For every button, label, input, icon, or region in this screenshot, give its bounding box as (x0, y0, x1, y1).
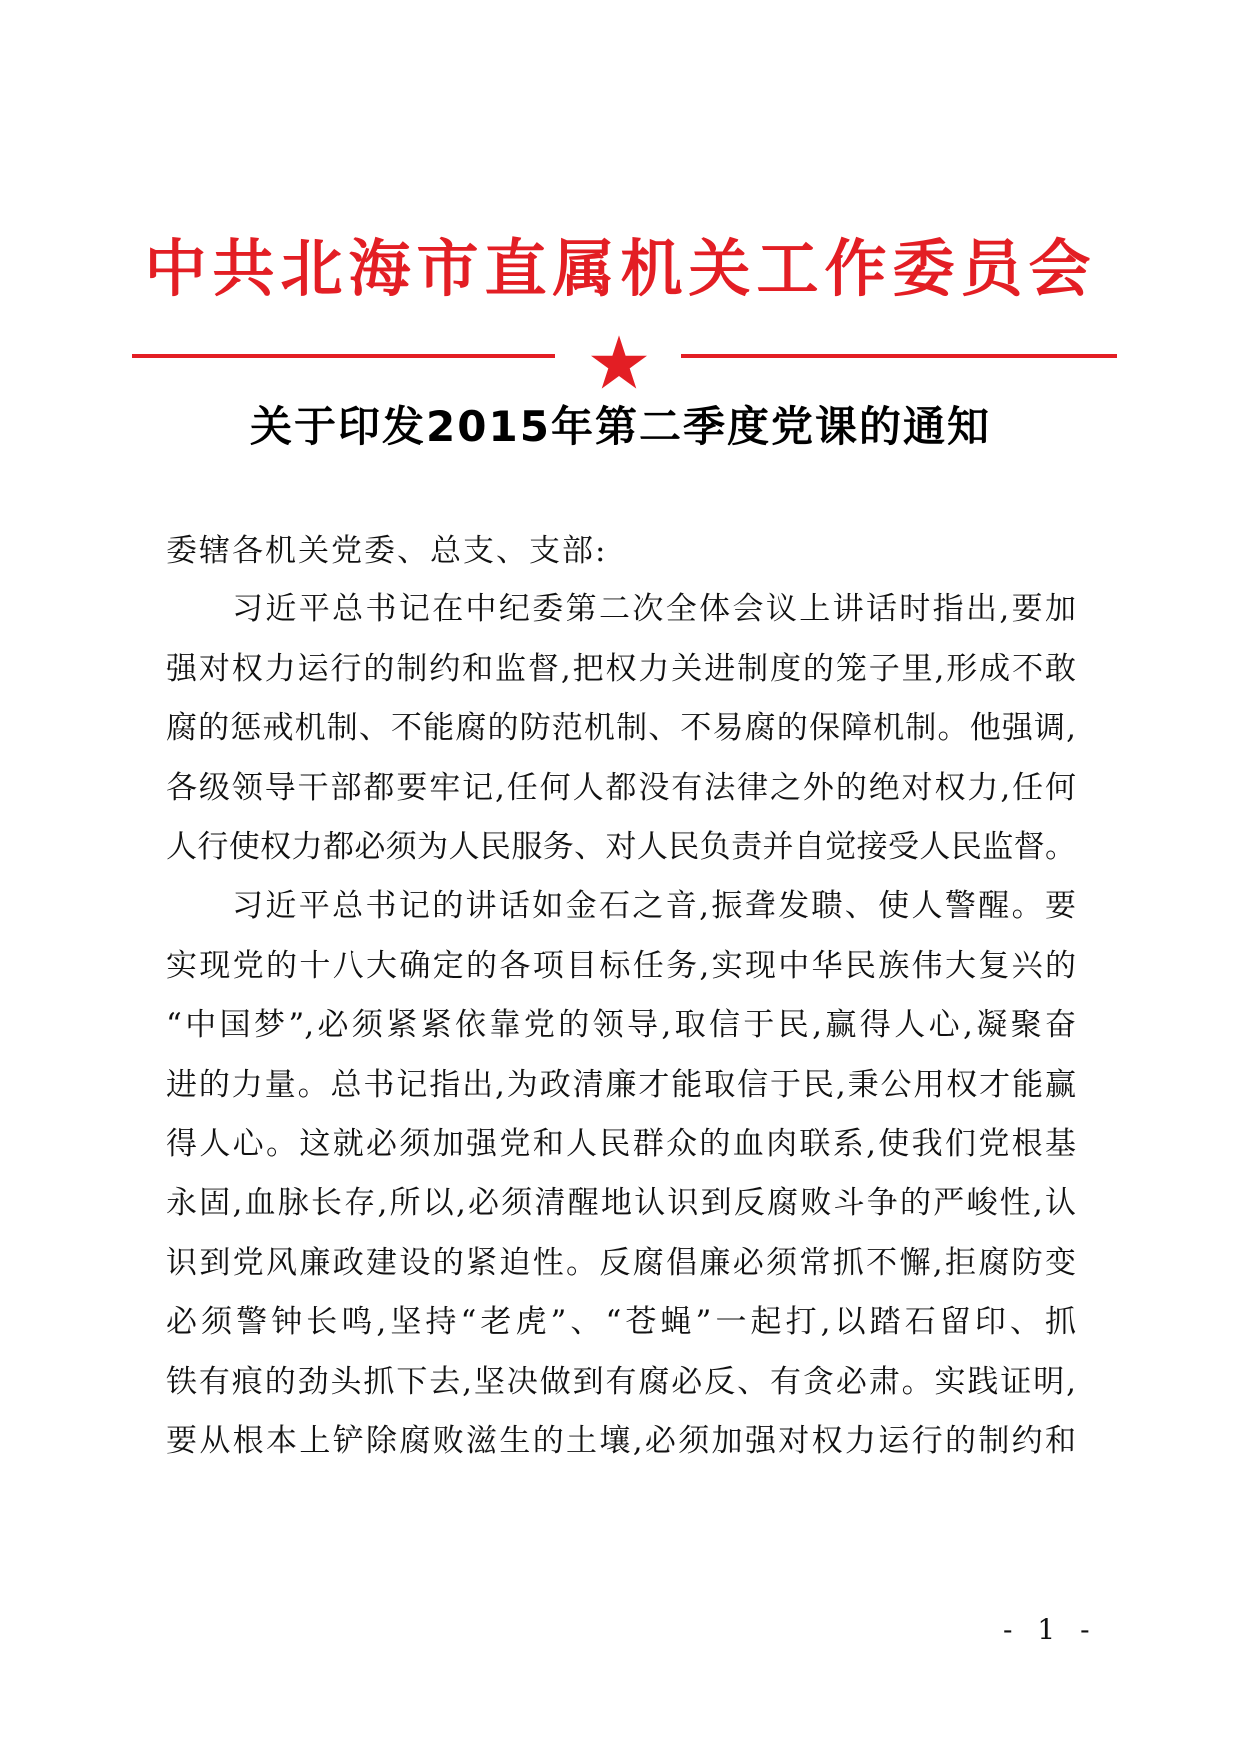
red-divider-right (681, 354, 1117, 358)
body-line: 必须警钟长鸣,坚持“老虎”、“苍蝇”一起打,以踏石留印、抓 (166, 1304, 1076, 1340)
body-line: 习近平总书记在中纪委第二次全体会议上讲话时指出,要加 (232, 591, 1076, 627)
body-line: 实现党的十八大确定的各项目标任务,实现中华民族伟大复兴的 (166, 948, 1076, 984)
body-line: 腐的惩戒机制、不能腐的防范机制、不易腐的保障机制。他强调, (166, 710, 1076, 746)
body-line: 铁有痕的劲头抓下去,坚决做到有腐必反、有贪必肃。实践证明, (166, 1364, 1076, 1400)
body-line: 要从根本上铲除腐败滋生的土壤,必须加强对权力运行的制约和 (166, 1423, 1076, 1459)
salutation: 委辖各机关党委、总支、支部: (166, 533, 608, 569)
issuer-heading: 中共北海市直属机关工作委员会 (144, 232, 1097, 305)
body-line: 进的力量。总书记指出,为政清廉才能取信于民,秉公用权才能赢 (166, 1067, 1076, 1103)
body-line: 得人心。这就必须加强党和人民群众的血肉联系,使我们党根基 (166, 1126, 1076, 1162)
body-line: “中国梦”,必须紧紧依靠党的领导,取信于民,赢得人心,凝聚奋 (166, 1007, 1076, 1043)
body-line: 永固,血脉长存,所以,必须清醒地认识到反腐败斗争的严峻性,认 (166, 1185, 1076, 1221)
body-line: 习近平总书记的讲话如金石之音,振聋发聩、使人警醒。要 (232, 888, 1076, 924)
red-star-icon (591, 335, 647, 389)
body-line: 强对权力运行的制约和监督,把权力关进制度的笼子里,形成不敢 (166, 651, 1076, 687)
body-line: 各级领导干部都要牢记,任何人都没有法律之外的绝对权力,任何 (166, 770, 1076, 806)
body-line: 识到党风廉政建设的紧迫性。反腐倡廉必须常抓不懈,拒腐防变 (166, 1245, 1076, 1281)
red-divider-left (132, 354, 555, 358)
body-line: 人行使权力都必须为人民服务、对人民负责并自觉接受人民监督。 (166, 829, 1076, 865)
page-number: - 1 - (1003, 1613, 1098, 1646)
document-title: 关于印发2015年第二季度党课的通知 (250, 402, 991, 451)
